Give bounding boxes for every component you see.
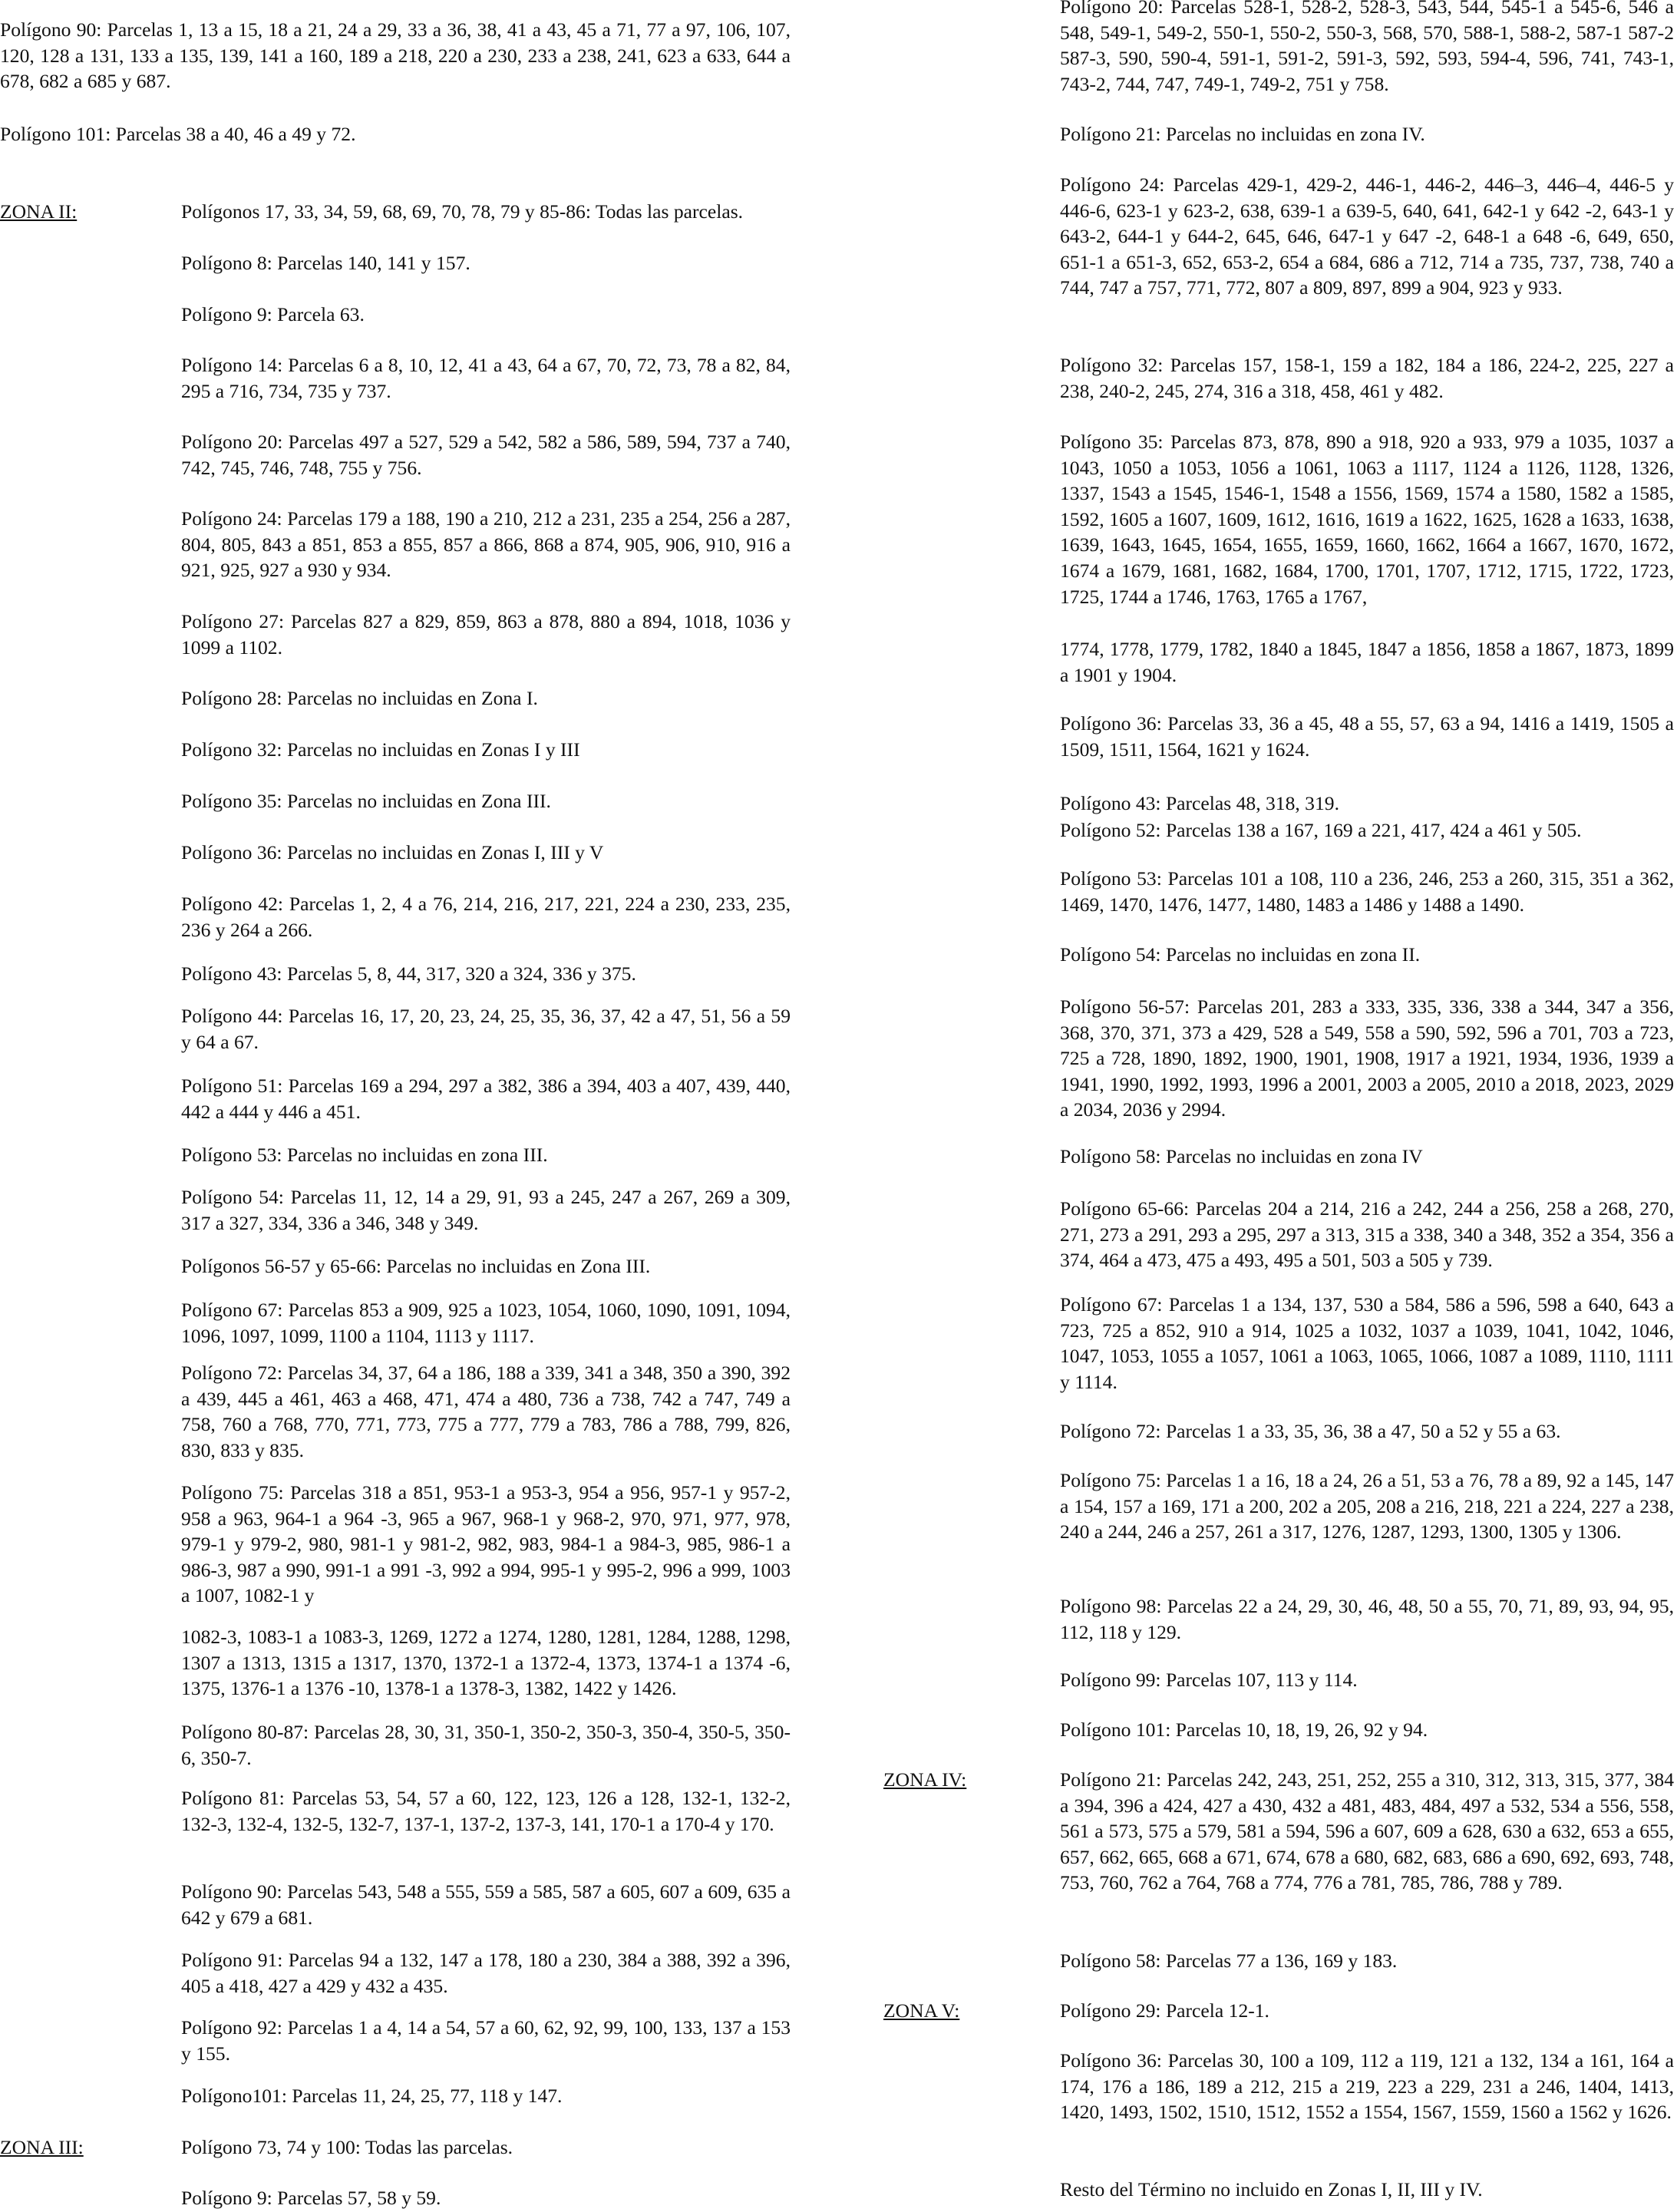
zona-ii-item: Polígono 9: Parcela 63.	[181, 303, 365, 325]
right-item: Polígono 54: Parcelas no incluidas en zona II.	[1060, 943, 1421, 966]
right-item: Polígono 75: Parcelas 1 a 16, 18 a 24, 26 a 51, 53 a 76, 78 a 89, 92 a 145, 147 a 154, 157 a 169, 171 a 200, 202 a 205, 208 a 216, 218, 221 a 224, 227 a 238, 240 a 244, 246 a 257, 261 a 317, 1276, 1287, 1293, 1300, 1305 y 1306.	[1060, 1469, 1674, 1543]
zona-ii-item: Polígono 36: Parcelas no incluidas en Zonas I, III y V	[181, 841, 604, 863]
zona-ii-item: Polígono 51: Parcelas 169 a 294, 297 a 382, 386 a 394, 403 a 407, 439, 440, 442 a 444 y 446 a 451.	[181, 1075, 791, 1123]
zona-ii-item: Polígono 53: Parcelas no incluidas en zona III.	[181, 1144, 548, 1166]
right-item: Polígono 65-66: Parcelas 204 a 214, 216 a 242, 244 a 256, 258 a 268, 270, 271, 273 a 291, 293 a 295, 297 a 313, 315 a 338, 340 a 348, 352 a 354, 356 a 374, 464 a 473, 475 a 493, 495 a 501, 503 a 505 y 739.	[1060, 1197, 1674, 1272]
zona-iv-item: Polígono 21: Parcelas 242, 243, 251, 252, 255 a 310, 312, 313, 315, 377, 384 a 394, 396 a 424, 427 a 430, 432 a 481, 483, 484, 497 a 532, 534 a 556, 558, 561 a 573, 575 a 579, 581 a 594, 596 a 607, 609 a 628, 630 a 632, 653 a 655, 657, 662, 665, 668 a 671, 674, 678 a 680, 682, 683, 686 a 690, 692, 693, 748, 753, 760, 762 a 764, 768 a 774, 776 a 781, 785, 786, 788 y 789.	[1060, 1768, 1674, 1894]
zona-ii-item: Polígono 67: Parcelas 853 a 909, 925 a 1023, 1054, 1060, 1090, 1091, 1094, 1096, 1097, 1099, 1100 a 1104, 1113 y 1117.	[181, 1299, 791, 1347]
right-item: Polígono 24: Parcelas 429-1, 429-2, 446-1, 446-2, 446–3, 446–4, 446-5 y 446-6, 623-1 y 623-2, 638, 639-1 a 639-5, 640, 641, 642-1 y 642 -2, 643-1 y 643-2, 644-1 y 644-2, 645, 646, 647-1 y 647 -2, 648-1 a 648 -6, 649, 650, 651-1 a 651-3, 652, 653-2, 654 a 684, 686 a 712, 714 a 735, 737, 738, 740 a 744, 747 a 757, 771, 772, 807 a 809, 897, 899 a 904, 923 y 933.	[1060, 173, 1674, 299]
zona-ii-item: Polígono 44: Parcelas 16, 17, 20, 23, 24, 25, 35, 36, 37, 42 a 47, 51, 56 a 59 y 64 a 67.	[181, 1005, 791, 1053]
zona-ii-item: Polígonos 17, 33, 34, 59, 68, 69, 70, 78, 79 y 85-86: Todas las parcelas.	[181, 200, 744, 223]
zona-ii-label: ZONA II:	[0, 200, 78, 223]
zona-ii-item: Polígono 43: Parcelas 5, 8, 44, 317, 320 a 324, 336 y 375.	[181, 962, 636, 985]
right-item: Polígono 56-57: Parcelas 201, 283 a 333, 335, 336, 338 a 344, 347 a 356, 368, 370, 371, 373 a 429, 528 a 549, 558 a 590, 592, 596 a 701, 703 a 723, 725 a 728, 1890, 1892, 1900, 1901, 1908, 1917 a 1921, 1934, 1936, 1939 a 1941, 1990, 1992, 1993, 1996 a 2001, 2003 a 2005, 2010 a 2018, 2023, 2029 a 2034, 2036 y 2994.	[1060, 995, 1674, 1121]
right-item: Polígono 101: Parcelas 10, 18, 19, 26, 92 y 94.	[1060, 1718, 1428, 1741]
zona-ii-item: Polígono101: Parcelas 11, 24, 25, 77, 118 y 147.	[181, 2085, 563, 2107]
poligono-90-intro: Polígono 90: Parcelas 1, 13 a 15, 18 a 21, 24 a 29, 33 a 36, 38, 41 a 43, 45 a 71, 77 a 97, 106, 107, 120, 128 a 131, 133 a 135, 139, 141 a 160, 189 a 218, 220 a 230, 233 a 238, 241, 623 a 633, 644 a 678, 682 a 685 y 687.	[0, 18, 791, 93]
poligono-101-intro: Polígono 101: Parcelas 38 a 40, 46 a 49 y 72.	[0, 123, 356, 145]
zona-iv-label: ZONA IV:	[883, 1768, 967, 1791]
zona-iii-item: Polígono 73, 74 y 100: Todas las parcelas.	[181, 2136, 513, 2158]
zona-ii-item: Polígono 75: Parcelas 318 a 851, 953-1 a 953-3, 954 a 956, 957-1 y 957-2, 958 a 963, 964-1 a 964 -3, 965 a 967, 968-1 y 968-2, 970, 971, 977, 978, 979-1 y 979-2, 980, 981-1 y 981-2, 982, 983, 984-1 a 984-3, 985, 986-1 a 986-3, 987 a 990, 991-1 a 991 -3, 992 a 994, 995-1 y 995-2, 996 a 999, 1003 a 1007, 1082-1 y	[181, 1481, 791, 1607]
zona-ii-item: Polígono 35: Parcelas no incluidas en Zona III.	[181, 790, 551, 812]
right-item: Polígono 32: Parcelas 157, 158-1, 159 a 182, 184 a 186, 224-2, 225, 227 a 238, 240-2, 245, 274, 316 a 318, 458, 461 y 482.	[1060, 354, 1674, 402]
zona-ii-item: Polígono 8: Parcelas 140, 141 y 157.	[181, 252, 470, 274]
zona-iv-item: Polígono 58: Parcelas 77 a 136, 169 y 183.	[1060, 1950, 1398, 1972]
right-item: Polígono 72: Parcelas 1 a 33, 35, 36, 38 a 47, 50 a 52 y 55 a 63.	[1060, 1420, 1561, 1442]
zona-ii-item: Polígono 20: Parcelas 497 a 527, 529 a 542, 582 a 586, 589, 594, 737 a 740, 742, 745, 746, 748, 755 y 756.	[181, 431, 791, 479]
right-item: Polígono 21: Parcelas no incluidas en zona IV.	[1060, 123, 1425, 145]
zona-ii-item: Polígono 72: Parcelas 34, 37, 64 a 186, 188 a 339, 341 a 348, 350 a 390, 392 a 439, 445 a 461, 463 a 468, 471, 474 a 480, 736 a 738, 742 a 747, 749 a 758, 760 a 768, 770, 771, 773, 775 a 777, 779 a 783, 786 a 788, 799, 826, 830, 833 y 835.	[181, 1362, 791, 1461]
zona-ii-item: 1082-3, 1083-1 a 1083-3, 1269, 1272 a 1274, 1280, 1281, 1284, 1288, 1298, 1307 a 1313, 1315 a 1317, 1370, 1372-1 a 1372-4, 1373, 1374-1 a 1374 -6, 1375, 1376-1 a 1376 -10, 1378-1 a 1378-3, 1382, 1422 y 1426.	[181, 1626, 791, 1700]
zona-ii-item: Polígono 32: Parcelas no incluidas en Zonas I y III	[181, 738, 580, 761]
right-item: Polígono 98: Parcelas 22 a 24, 29, 30, 46, 48, 50 a 55, 70, 71, 89, 93, 94, 95, 112, 118 y 129.	[1060, 1595, 1674, 1643]
right-item: Polígono 67: Parcelas 1 a 134, 137, 530 a 584, 586 a 596, 598 a 640, 643 a 723, 725 a 852, 910 a 914, 1025 a 1032, 1037 a 1039, 1041, 1042, 1046, 1047, 1053, 1055 a 1057, 1061 a 1063, 1065, 1066, 1087 a 1089, 1110, 1111 y 1114.	[1060, 1293, 1674, 1393]
right-item: Polígono 20: Parcelas 528-1, 528-2, 528-3, 543, 544, 545-1 a 545-6, 546 a 548, 549-1, 549-2, 550-1, 550-2, 550-3, 568, 570, 588-1, 588-2, 587-1 587-2 587-3, 590, 590-4, 591-1, 591-2, 591-3, 592, 593, 594-4, 596, 741, 743-1, 743-2, 744, 747, 749-1, 749-2, 751 y 758.	[1060, 0, 1674, 95]
right-item: Polígono 35: Parcelas 873, 878, 890 a 918, 920 a 933, 979 a 1035, 1037 a 1043, 1050 a 1053, 1056 a 1061, 1063 a 1117, 1124 a 1126, 1128, 1326, 1337, 1543 a 1545, 1546-1, 1548 a 1556, 1569, 1574 a 1580, 1582 a 1585, 1592, 1605 a 1607, 1609, 1612, 1616, 1619 a 1622, 1625, 1628 a 1633, 1638, 1639, 1643, 1645, 1654, 1655, 1659, 1660, 1662, 1664 a 1667, 1670, 1672, 1674 a 1679, 1681, 1682, 1684, 1700, 1701, 1707, 1712, 1715, 1722, 1723, 1725, 1744 a 1746, 1763, 1765 a 1767,	[1060, 431, 1674, 608]
zona-ii-item: Polígono 28: Parcelas no incluidas en Zona I.	[181, 687, 538, 709]
zona-ii-item: Polígono 27: Parcelas 827 a 829, 859, 863 a 878, 880 a 894, 1018, 1036 y 1099 a 1102.	[181, 610, 791, 659]
right-item: Polígono 99: Parcelas 107, 113 y 114.	[1060, 1669, 1358, 1691]
zona-v-item: Resto del Término no incluido en Zonas I, II, III y IV.	[1060, 2178, 1483, 2200]
zona-ii-item: Polígono 80-87: Parcelas 28, 30, 31, 350-1, 350-2, 350-3, 350-4, 350-5, 350-6, 350-7.	[181, 1721, 791, 1769]
zona-v-item: Polígono 29: Parcela 12-1.	[1060, 1999, 1269, 2022]
zona-ii-item: Polígono 54: Parcelas 11, 12, 14 a 29, 91, 93 a 245, 247 a 267, 269 a 309, 317 a 327, 334, 336 a 346, 348 y 349.	[181, 1186, 791, 1234]
zona-ii-item: Polígono 91: Parcelas 94 a 132, 147 a 178, 180 a 230, 384 a 388, 392 a 396, 405 a 418, 427 a 429 y 432 a 435.	[181, 1949, 791, 1997]
zona-ii-item: Polígono 92: Parcelas 1 a 4, 14 a 54, 57 a 60, 62, 92, 99, 100, 133, 137 a 153 y 155.	[181, 2016, 791, 2065]
right-item: Polígono 53: Parcelas 101 a 108, 110 a 236, 246, 253 a 260, 315, 351 a 362, 1469, 1470, 1476, 1477, 1480, 1483 a 1486 y 1488 a 1490.	[1060, 867, 1674, 916]
zona-iii-label: ZONA III:	[0, 2136, 84, 2158]
zona-ii-item: Polígonos 56-57 y 65-66: Parcelas no incluidas en Zona III.	[181, 1255, 651, 1277]
right-item: Polígono 43: Parcelas 48, 318, 319.	[1060, 792, 1339, 814]
zona-ii-item: Polígono 42: Parcelas 1, 2, 4 a 76, 214, 216, 217, 221, 224 a 230, 233, 235, 236 y 264 a 266.	[181, 893, 791, 941]
zona-v-item: Polígono 36: Parcelas 30, 100 a 109, 112 a 119, 121 a 132, 134 a 161, 164 a 174, 176 a 186, 189 a 212, 215 a 219, 223 a 229, 231 a 246, 1404, 1413, 1420, 1493, 1502, 1510, 1512, 1552 a 1554, 1567, 1559, 1560 a 1562 y 1626.	[1060, 2049, 1674, 2124]
zona-iii-item: Polígono 9: Parcelas 57, 58 y 59.	[181, 2187, 441, 2209]
zona-ii-item: Polígono 81: Parcelas 53, 54, 57 a 60, 122, 123, 126 a 128, 132-1, 132-2, 132-3, 132-4, 132-5, 132-7, 137-1, 137-2, 137-3, 141, 170-1 a 170-4 y 170.	[181, 1787, 791, 1835]
right-item: Polígono 36: Parcelas 33, 36 a 45, 48 a 55, 57, 63 a 94, 1416 a 1419, 1505 a 1509, 1511, 1564, 1621 y 1624.	[1060, 712, 1674, 761]
right-item: Polígono 52: Parcelas 138 a 167, 169 a 221, 417, 424 a 461 y 505.	[1060, 819, 1582, 841]
zona-ii-item: Polígono 14: Parcelas 6 a 8, 10, 12, 41 a 43, 64 a 67, 70, 72, 73, 78 a 82, 84, 295 a 716, 734, 735 y 737.	[181, 354, 791, 402]
zona-ii-item: Polígono 90: Parcelas 543, 548 a 555, 559 a 585, 587 a 605, 607 a 609, 635 a 642 y 679 a 681.	[181, 1880, 791, 1929]
zona-ii-item: Polígono 24: Parcelas 179 a 188, 190 a 210, 212 a 231, 235 a 254, 256 a 287, 804, 805, 843 a 851, 853 a 855, 857 a 866, 868 a 874, 905, 906, 910, 916 a 921, 925, 927 a 930 y 934.	[181, 507, 791, 582]
right-item: 1774, 1778, 1779, 1782, 1840 a 1845, 1847 a 1856, 1858 a 1867, 1873, 1899 a 1901 y 1904.	[1060, 638, 1674, 686]
right-item: Polígono 58: Parcelas no incluidas en zona IV	[1060, 1145, 1423, 1167]
zona-v-label: ZONA V:	[883, 1999, 960, 2022]
